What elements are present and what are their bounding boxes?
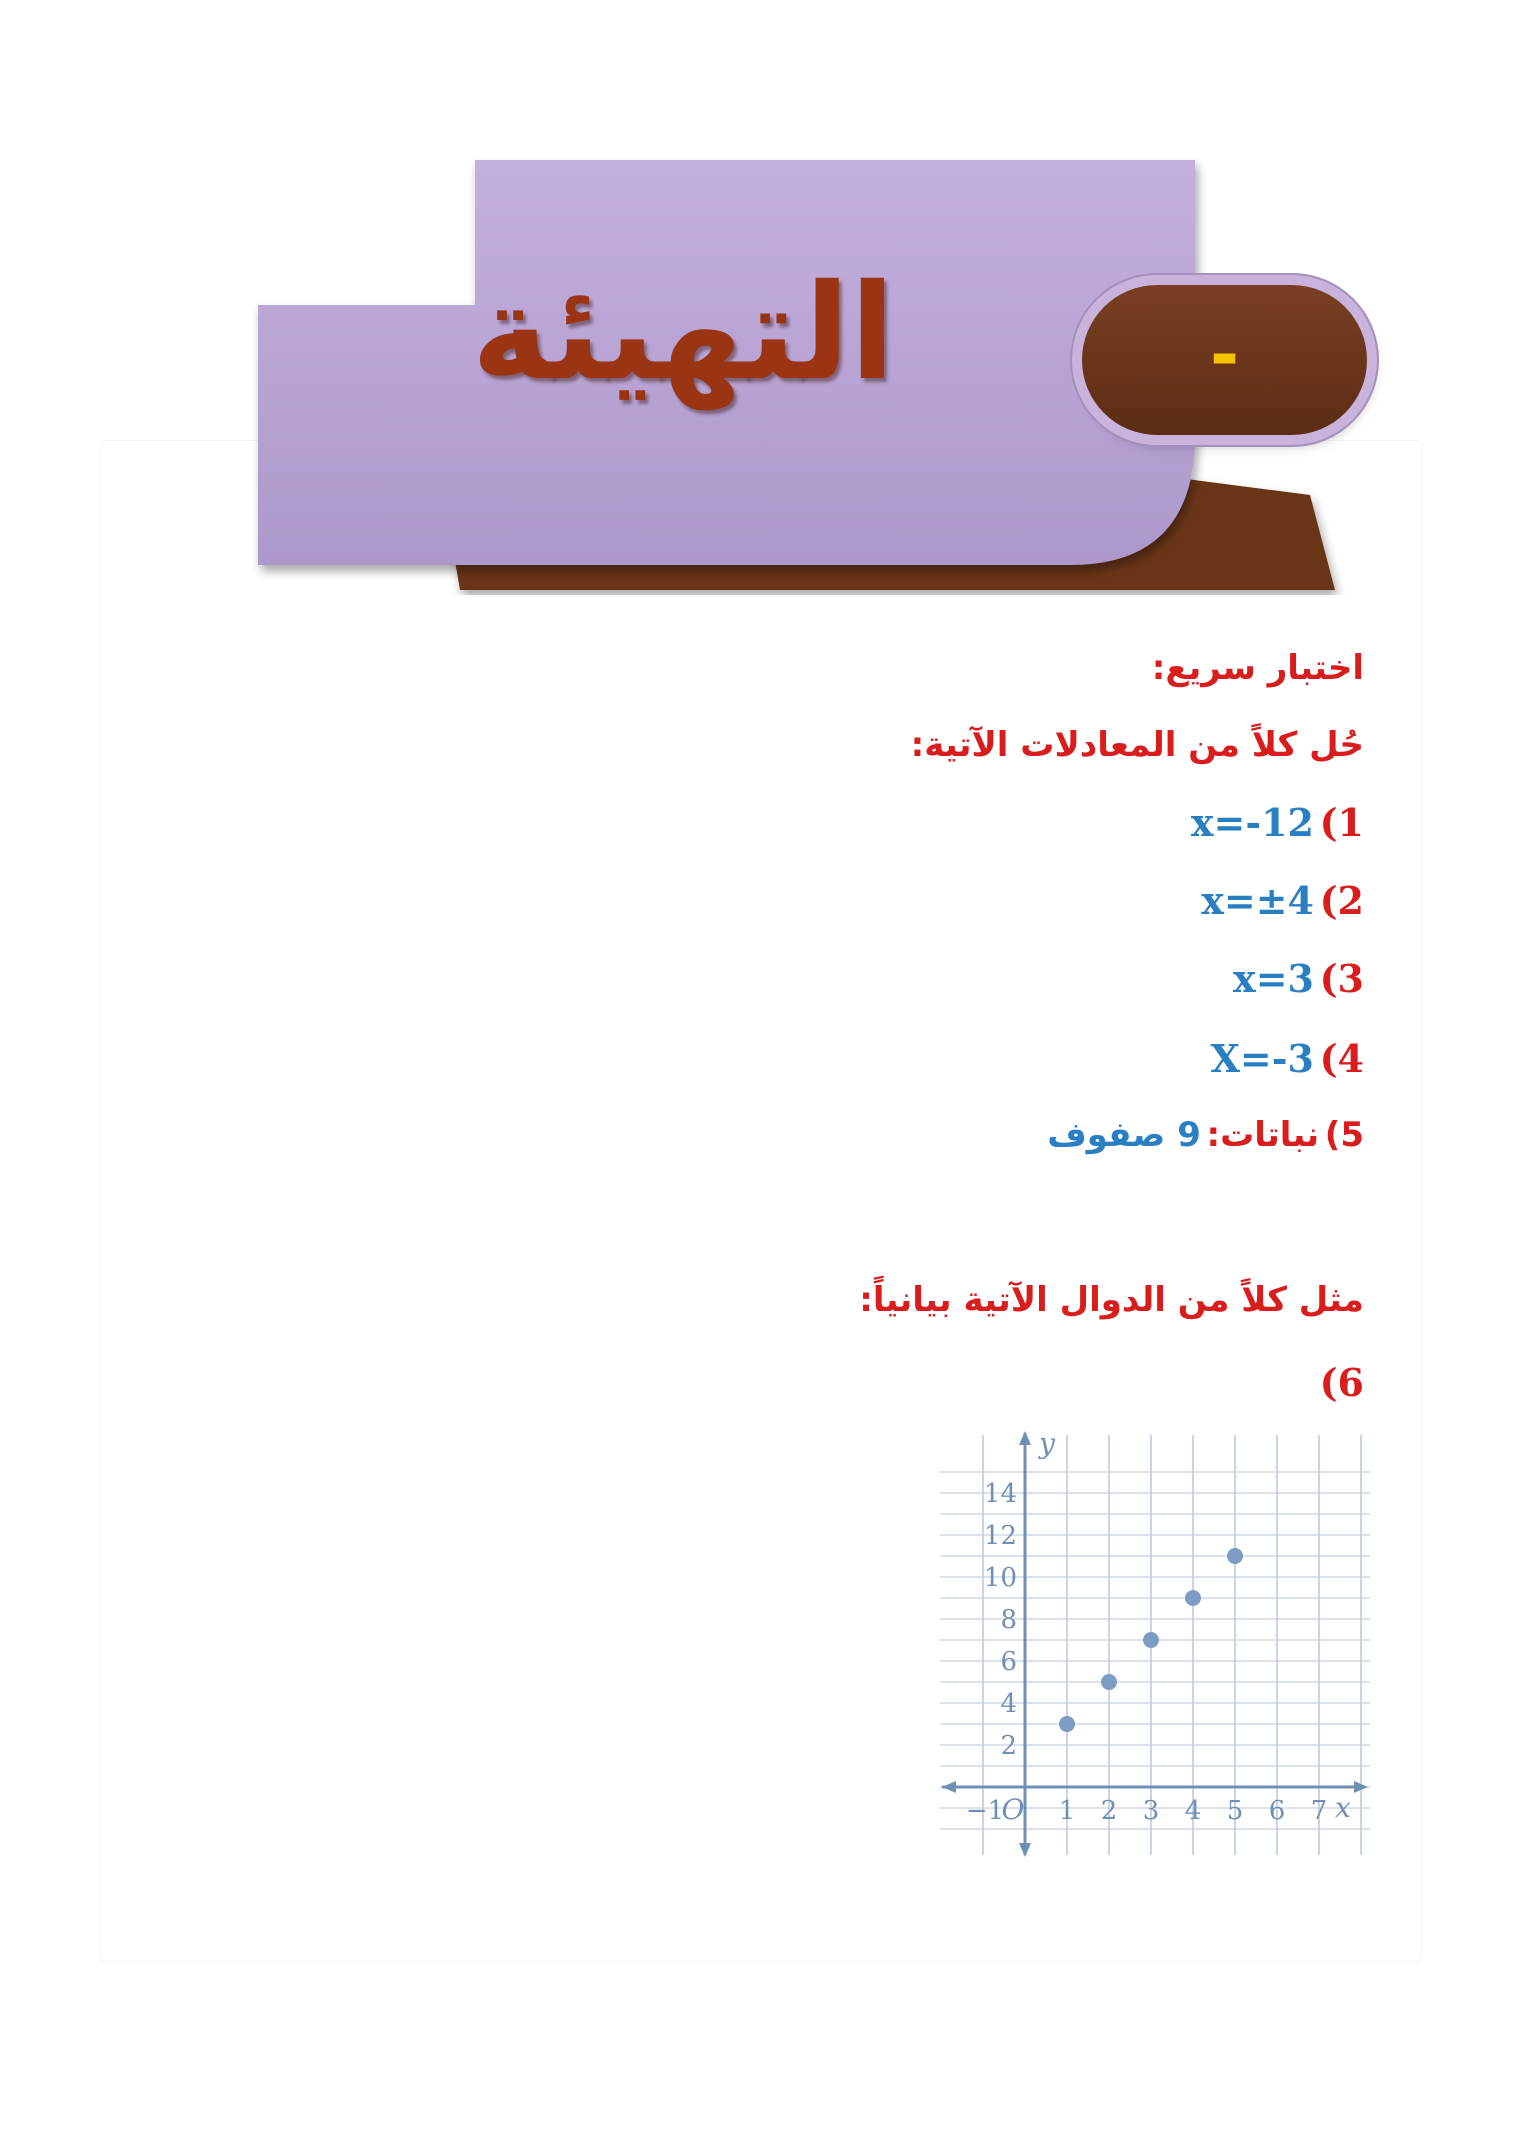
x-tick-label: 4 [1184, 1796, 1202, 1826]
data-point [1101, 1674, 1117, 1690]
origin-label: O [1001, 1793, 1025, 1826]
y-tick-label: 10 [983, 1563, 1017, 1593]
instruction-equations: حُل كلاً من المعادلات الآتية: [910, 725, 1364, 765]
item-answer: x=3 [1233, 956, 1314, 1001]
quiz-title: اختبار سريع: [1151, 648, 1364, 688]
x-tick-label: 6 [1268, 1796, 1286, 1826]
y-tick-label: 8 [1000, 1605, 1017, 1635]
x-tick-label: 7 [1310, 1796, 1328, 1826]
list-item-2 [1201, 878, 1364, 923]
x-axis-arrow-left [942, 1781, 956, 1793]
y-tick-label: 2 [1000, 1731, 1017, 1761]
x-axis-label: x [1335, 1791, 1351, 1824]
y-axis-arrow-up [1019, 1431, 1031, 1445]
y-tick-label: 4 [1000, 1689, 1017, 1719]
x-tick-label: 3 [1142, 1796, 1160, 1826]
list-item-3 [1233, 956, 1364, 1001]
page-title: التهيئة [471, 256, 895, 410]
x-tick-label: −1 [965, 1796, 1005, 1826]
item-answer: x=-12 [1190, 800, 1314, 845]
item-number: 1) [1319, 800, 1364, 845]
item-label: نباتات: [1206, 1115, 1320, 1155]
data-point [1227, 1548, 1243, 1564]
x-tick-label: 5 [1226, 1796, 1244, 1826]
x-tick-label: 2 [1100, 1796, 1118, 1826]
x-tick-label: 1 [1058, 1796, 1076, 1826]
item-answer: 9 صفوف [1047, 1115, 1201, 1155]
item-number: 5) [1324, 1115, 1364, 1155]
y-axis-arrow-down [1019, 1843, 1031, 1857]
item-answer: X=-3 [1210, 1036, 1314, 1081]
list-item-1 [1191, 800, 1364, 845]
section-badge [1082, 285, 1367, 435]
scatter-graph [940, 1425, 1370, 1860]
y-tick-label: 12 [983, 1521, 1017, 1551]
badge-dash: - [1209, 314, 1240, 396]
instruction-graphs: مثل كلاً من الدوال الآتية بيانياً: [859, 1280, 1364, 1320]
y-tick-label: 6 [1000, 1647, 1017, 1677]
data-point [1059, 1716, 1075, 1732]
item-number: 2) [1319, 878, 1364, 923]
list-item-4 [1210, 1036, 1364, 1081]
header-banner [250, 155, 1410, 595]
y-axis-label: y [1039, 1427, 1055, 1460]
item-number: 3) [1319, 956, 1364, 1001]
item-number: 4) [1319, 1036, 1364, 1081]
data-point [1143, 1632, 1159, 1648]
item-number: 6) [1319, 1360, 1364, 1405]
data-point [1185, 1590, 1201, 1606]
list-item-6 [1320, 1360, 1364, 1405]
y-tick-label: 14 [983, 1479, 1017, 1509]
list-item-5 [1047, 1115, 1364, 1155]
item-answer: x=±4 [1201, 878, 1314, 923]
